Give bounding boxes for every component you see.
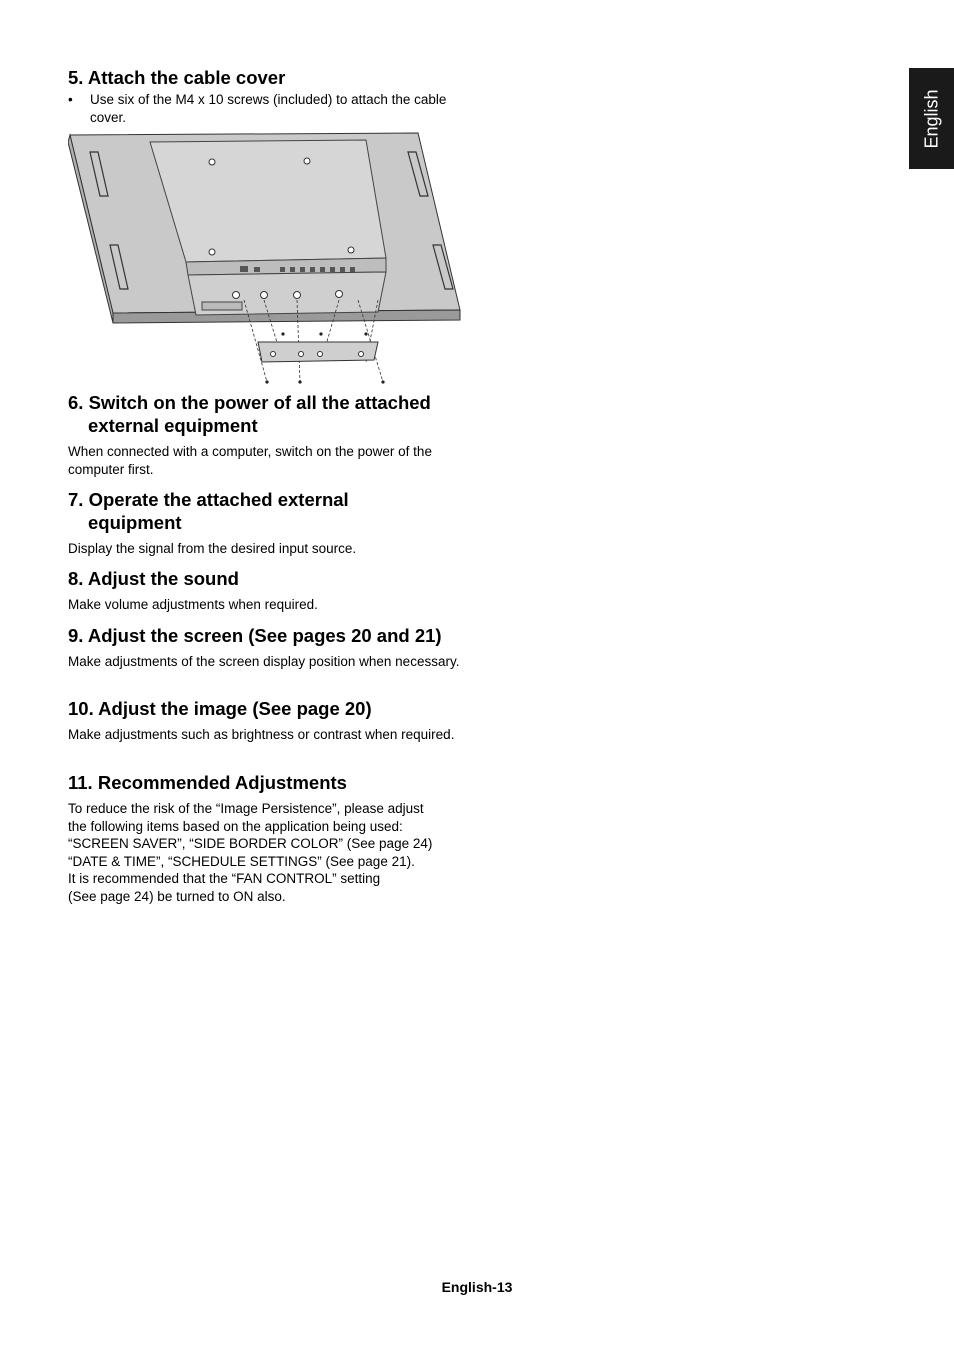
section-body-line: It is recommended that the “FAN CONTROL” setting [68,871,381,886]
section-heading: 5. Attach the cable cover [68,67,286,88]
section-heading: 8. Adjust the sound [68,568,239,589]
language-tab-label: English [921,88,941,149]
section-heading: 7. Operate the attached external equipment [68,489,349,533]
section-adjust-sound [68,567,463,614]
section-body-line: “DATE & TIME”, “SCHEDULE SETTINGS” (See page 21). [68,853,415,869]
section-body-line: (See page 24) be turned to ON also. [68,888,286,904]
section-body-line: “SCREEN SAVER”, “SIDE BORDER COLOR” (See page 24) [68,836,433,851]
language-tab [909,68,954,169]
section-body: Make adjustments of the screen display position when necessary. [68,654,460,669]
monitor-back-drawing [68,130,463,385]
section-heading: 6. Switch on the power of all the attached external equipment [68,392,431,436]
section-body: Make adjustments such as brightness or contrast when required. [68,727,455,742]
page-number: English-13 [441,1279,513,1295]
section-body-line: the following items based on the application being used: [68,818,403,834]
cable-cover-illustration [68,130,463,385]
section-body-line: To reduce the risk of the “Image Persistence”, please adjust [68,801,424,816]
section-power-on-external [68,391,463,478]
bullet-item [68,91,463,126]
section-attach-cable-cover [68,66,463,126]
section-adjust-screen [68,624,463,671]
section-adjust-image [68,697,463,744]
section-heading: 9. Adjust the screen (See pages 20 and 21) [68,625,442,646]
bullet-text: Use six of the M4 x 10 screws (included) to attach the cable cover. [90,92,447,125]
section-body: When connected with a computer, switch on the power of the computer first. [68,444,432,477]
section-recommended-adjustments [68,771,463,905]
bullet-marker: • [68,92,73,107]
section-heading: 10. Adjust the image (See page 20) [68,698,372,719]
section-body: Make volume adjustments when required. [68,597,318,612]
section-body: Display the signal from the desired input source. [68,541,357,556]
section-operate-external [68,488,463,558]
section-heading: 11. Recommended Adjustments [68,772,347,793]
